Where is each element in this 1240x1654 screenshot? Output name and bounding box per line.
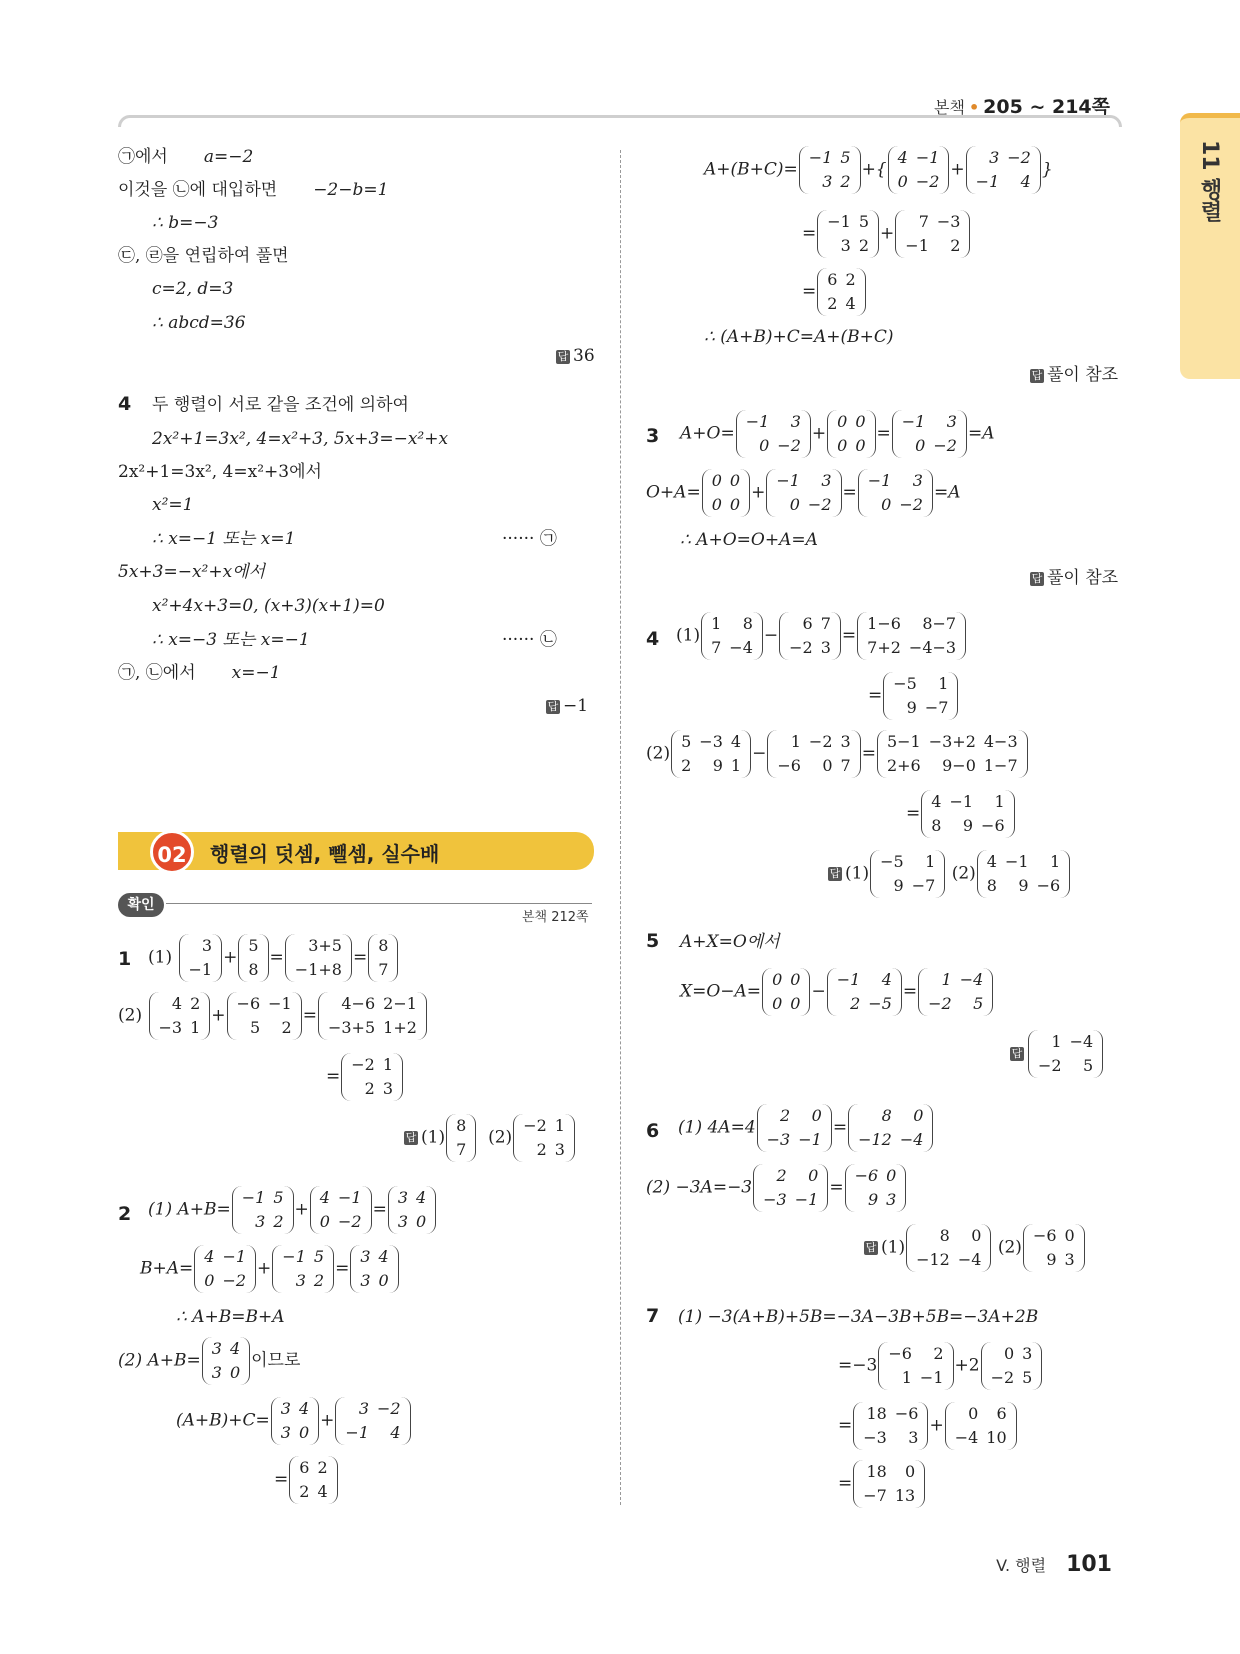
q4-line-3: (2) 5 −3 4 2 9 1 − 1 −2 3 −6 0 7 = 5−1 −3+2 4−3 2+6 9−0 1−7 [646, 730, 1029, 778]
p4-marker-1: ······ ㉠ [502, 529, 557, 549]
problem-7-number: 7 [646, 1305, 660, 1327]
answer-icon: 답 [405, 1131, 417, 1144]
left-line-5: c=2, d=3 [152, 279, 234, 299]
q1-line-2: (2) 4 2 −3 1 + −6 −1 5 2 = 4−6 2−1 −3+5 1+2 [118, 992, 428, 1040]
q3-line-1: A+O= −1 3 0 −2 + 0 0 0 0 = −1 3 0 −2 =A [680, 410, 994, 458]
answer-icon: 답 [829, 867, 841, 880]
p4-line-8: ∴ x=−3 또는 x=−1 [152, 630, 310, 650]
q2-line-5: (A+B)+C= 3 4 3 0 + 3 −2 −1 4 [176, 1397, 412, 1445]
answer-icon: 답 [1031, 571, 1043, 585]
check-rule [166, 903, 592, 904]
q1-line-3: = −2 1 2 3 [326, 1053, 404, 1101]
q2-line-4: (2) A+B= 3 4 3 0 이므로 [118, 1337, 300, 1385]
problem-3-number: 3 [646, 425, 660, 447]
problem-2-number: 2 [118, 1203, 132, 1225]
q3-line-2: O+A= 0 0 0 0 + −1 3 0 −2 = −1 3 0 −2 =A [646, 469, 960, 517]
p4-marker-2: ······ ㉡ [502, 630, 557, 650]
problem-5-number: 5 [646, 930, 660, 952]
p4-line-6: 5x+3=−x²+x에서 [118, 562, 266, 582]
q1-line-1: (1) 3 −1 + 5 8 = 3+5 −1+8 = 8 7 [148, 934, 399, 982]
answer-3-right: 답 풀이 참조 [1031, 568, 1119, 588]
answer-3: 답 36 [557, 346, 595, 366]
left-line-6: ∴ abcd=36 [152, 313, 246, 333]
problem-4r-number: 4 [646, 628, 660, 650]
q7-line-4: = 18 0 −7 13 [838, 1460, 926, 1508]
r-line-3: = 6 2 2 4 [802, 268, 867, 316]
problem-4-number: 4 [118, 393, 132, 415]
chapter-tab [1180, 113, 1240, 379]
p4-line-9: ㉠, ㉡에서 x=−1 [118, 663, 281, 683]
p4-line-4: x²=1 [152, 495, 194, 515]
page-footer [996, 1552, 1112, 1577]
p4-line-7: x²+4x+3=0, (x+3)(x+1)=0 [152, 596, 385, 616]
q7-line-2: =−3 −6 2 1 −1 +2 0 3 −2 5 [838, 1342, 1043, 1390]
q6-line-1: (1) 4A=4 2 0 −3 −1 = 8 0 −12 −4 [678, 1104, 934, 1152]
chapter-tab-label: 11 행렬 [1197, 140, 1222, 223]
p4-line-1: 두 행렬이 서로 같을 조건에 의하여 [152, 395, 409, 415]
section-number: 02 [150, 830, 194, 874]
q6-answer: 답 (1) 8 0 −12 −4 (2) −6 0 9 3 [864, 1224, 1086, 1272]
q1-answer: 답 (1) 8 7 (2) −2 1 2 3 [404, 1114, 576, 1162]
book-label: 본책 [934, 98, 965, 117]
answer-4: 답 −1 [547, 696, 589, 716]
q2-line-6: = 6 2 2 4 [274, 1456, 339, 1504]
r-line-4: ∴ (A+B)+C=A+(B+C) [704, 327, 894, 347]
bullet-icon: • [968, 98, 980, 117]
q6-line-2: (2) −3A=−3 2 0 −3 −1 = −6 0 9 3 [646, 1164, 907, 1212]
problem-1-number: 1 [118, 948, 132, 970]
answer-icon: 답 [557, 349, 569, 363]
r-line-2: = −1 5 3 2 + 7 −3 −1 2 [802, 210, 971, 258]
column-divider [620, 150, 621, 1505]
left-line-3: ∴ b=−3 [152, 213, 219, 233]
page-range: 205 ~ 214쪽 [983, 96, 1110, 118]
header-rule [118, 115, 1122, 127]
check-badge: 확인 [118, 893, 164, 917]
answer-icon: 답 [547, 699, 559, 713]
check-ref: 본책 212쪽 [522, 910, 589, 925]
p4-line-5: ∴ x=−1 또는 x=1 [152, 529, 296, 549]
q4-line-1: (1) 1 8 7 −4 − 6 7 −2 3 = 1−6 8−7 7+2 −4−3 [676, 612, 967, 660]
q7-line-1: (1) −3(A+B)+5B=−3A−3B+5B=−3A+2B [678, 1307, 1039, 1327]
answer-icon: 답 [1031, 368, 1043, 382]
q5-answer: 답 1 −4 −2 5 [1010, 1030, 1104, 1078]
p4-line-3: 2x²+1=3x², 4=x²+3에서 [118, 462, 322, 482]
q4-line-4: = 4 −1 1 8 9 −6 [906, 790, 1016, 838]
q2-line-2: B+A= 4 −1 0 −2 + −1 5 3 2 = 3 4 3 0 [140, 1245, 400, 1293]
answer-icon: 답 [1011, 1047, 1023, 1060]
left-line-4: ㉢, ㉣을 연립하여 풀면 [118, 246, 289, 266]
r-line-1: A+(B+C)= −1 5 3 2 +{ 4 −1 0 −2 + 3 −2 −1 4 } [704, 146, 1053, 194]
q4-line-2: = −5 1 9 −7 [868, 672, 959, 720]
left-line-1: ㉠에서 a=−2 [118, 147, 254, 167]
q3-line-3: ∴ A+O=O+A=A [680, 530, 818, 550]
q2-line-1: (1) A+B= −1 5 3 2 + 4 −1 0 −2 = 3 4 3 0 [148, 1186, 437, 1234]
problem-6-number: 6 [646, 1120, 660, 1142]
q7-line-3: = 18 −6 −3 3 + 0 6 −4 10 [838, 1402, 1018, 1450]
answer-2: 답 풀이 참조 [1031, 365, 1119, 385]
p4-line-2: 2x²+1=3x², 4=x²+3, 5x+3=−x²+x [152, 429, 449, 449]
chapter-label: V. 행렬 [996, 1556, 1047, 1575]
answer-icon: 답 [865, 1241, 877, 1254]
section-title: 행렬의 덧셈, 뺄셈, 실수배 [210, 842, 440, 866]
q4-answer: 답 (1) −5 1 9 −7 (2) 4 −1 1 8 9 −6 [828, 850, 1071, 898]
q5-line-2: X=O−A= 0 0 0 0 − −1 4 2 −5 = 1 −4 −2 5 [680, 968, 994, 1016]
left-line-2: 이것을 ㉡에 대입하면 −2−b=1 [118, 180, 389, 200]
page-number: 101 [1066, 1552, 1112, 1577]
q2-line-3: ∴ A+B=B+A [176, 1307, 285, 1327]
q5-line-1: A+X=O에서 [680, 932, 780, 952]
